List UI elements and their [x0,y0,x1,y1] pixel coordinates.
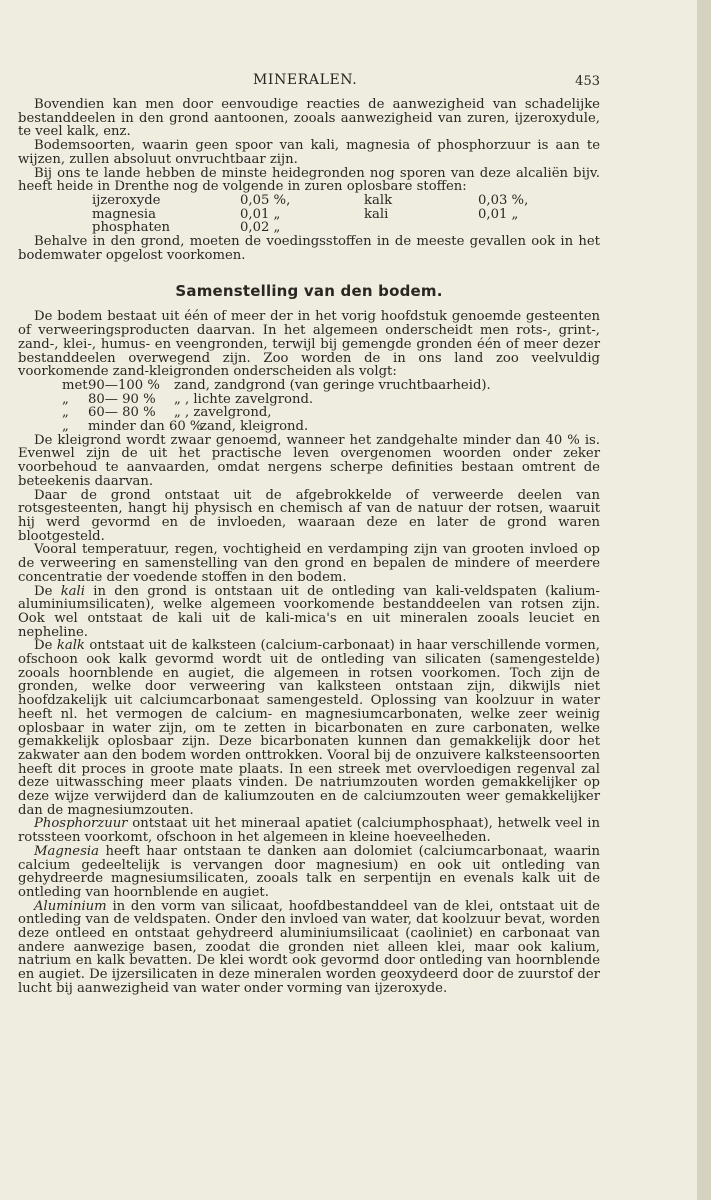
paragraph [18,845,600,900]
list-range: 80— 90 % [88,391,156,407]
paragraph-body: ontstaat uit het mineraal apatiet (calciumphosphaat), hetwelk veel in rotssteen voorkomt, ofschoon in het algemeen in kleine hoeveelheden. [18,816,600,846]
list-item [62,420,600,434]
table-cell: 0,01 „ [240,206,281,222]
paragraph-body: in den vorm van silicaat, hoofdbestanddeel van de klei, ontstaat uit de ontleding van de veldspaten. Onder den invloed van water, dat koolzuur bevat, worden deze ontleed en ontstaat gehydreerd aluminiumsilicaat (caoliniet) en carbonaat van andere aanwezige basen, zoodat die gronden niet alleen klei, maar ook kalium, natrium en kalk bevatten. De klei wordt ook gevormd door ontleding van hoornblende en augiet. De ijzersilicaten in deze mineralen worden geoxydeerd door de zuurstof der lucht bij aanwezigheid van water onder vorming van ijzeroxyde. [18,898,600,996]
paragraph: Bodemsoorten, waarin geen spoor van kali, magnesia of phosphorzuur is aan te wijzen, zullen absoluut onvruchtbaar zijn. [18,138,600,167]
page-content [18,72,600,996]
table-cell [478,221,528,235]
list-item [62,393,600,407]
table-cell: phosphaten [92,220,171,236]
table-cell [364,221,478,235]
page-header [18,72,600,98]
mineral-table [92,194,528,235]
list-desc: zand, kleigrond. [200,419,309,435]
soil-class-list [18,379,600,434]
paragraph-lead: De [34,583,61,599]
paragraph [18,900,600,996]
table-row [92,208,528,222]
table-cell: ijzeroxyde [92,192,161,208]
paragraph-term: Aluminium [34,898,107,914]
paragraph-term: Phosphorzuur [34,816,128,832]
paragraph: Bovendien kan men door eenvoudige reacties de aanwezigheid van schadelijke bestanddeelen in den grond aantoonen, zooals aanwezigheid van zuren, ijzeroxydule, te veel kalk, enz. [18,97,600,140]
table-cell: magnesia [92,206,156,222]
list-range: minder dan 60 % [88,419,203,435]
table-cell: 0,02 „ [240,220,281,236]
list-desc: „ , lichte zavelgrond. [174,391,314,407]
table-cell: 0,03 %, [478,192,529,208]
paragraph: Bij ons te lande hebben de minste heidegronden nog sporen van deze alcaliën bijv. heeft heide in Drenthe nog de volgende in zuren oplosbare stoffen: [18,165,600,195]
table-row [92,221,528,235]
paragraph [18,585,600,640]
paragraph-term: kali [60,583,85,599]
list-prefix: met [62,377,88,393]
paragraph: De bodem bestaat uit één of meer der in het vorig hoofdstuk genoemde gesteenten of verweeringsproducten daarvan. In het algemeen onderscheidt men rots-, grint-, zand-, klei-, humus- en veengronden, terwijl bij gemengde gronden één of meer dezer bestanddeelen overwegend zijn. Zoo worden de in ons land zoo veelvuldig voorkomende zand-kleigronden onderscheiden als volgt: [18,309,600,380]
paragraph-term: kalk [56,638,85,654]
table-cell: kali [364,206,389,222]
paragraph: Daar de grond ontstaat uit de afgebrokkelde of verweerde deelen van rotsgesteenten, hangt hij physisch en chemisch af van de natuur der rotsen, waaruit hij werd gevormd en de invloeden, waaraan deze en later de grond waren blootgesteld. [18,487,600,544]
paragraph: De kleigrond wordt zwaar genoemd, wanneer het zandgehalte minder dan 40 % is. Evenwel zijn de uit het practische leven overgenomen woorden onder zeker voorbehoud te aanvaarden, omdat nergens scherpe definities bestaan omtrent de beteekenis daarvan. [18,432,600,489]
list-prefix: „ [62,419,69,435]
table-cell: 0,05 %, [240,192,291,208]
page-edge [697,0,711,1200]
paragraph [18,639,600,817]
paragraph: Vooral temperatuur, regen, vochtigheid en verdamping zijn van grooten invloed op de verweering en samenstelling van den grond en bepalen de mindere of meerdere concentratie der voedende stoffen in den bodem. [18,542,600,585]
list-range: 90—100 % [88,377,160,393]
list-range: 60— 80 % [88,405,156,421]
paragraph [18,817,600,844]
table-cell: kalk [364,192,393,208]
paragraph: Behalve in den grond, moeten de voedingsstoffen in de meeste gevallen ook in het bodemwater opgelost voorkomen. [18,234,600,263]
list-item [62,379,600,393]
paragraph-body: in den grond is ontstaan uit de ontleding van kali-veldspaten (kalium-aluminiumsilicaten), welke algemeen voorkomende bestanddeelen van rotsen zijn. Ook wel ontstaat de kali uit de kali-mica's en uit mineralen zooals leuciet en nepheline. [18,583,600,640]
paragraph-body: ontstaat uit de kalksteen (calcium-carbonaat) in haar verschillende vormen, ofschoon ook kalk gevormd wordt uit de ontleding van silicaten (samengestelde) zooals hoornblende en augiet, die algemeen in rotsen voorkomen. Toch zijn de gronden, welke door verweering van kalksteen ontstaan zijn, dikwijls niet hoofdzakelijk uit calciumcarbonaat samengesteld. Oplossing van koolzuur in water heeft nl. het vermogen de calcium- en magnesiumcarbonaten, welke zeer weinig oplosbaar in water zijn, om te zetten in bicarbonaten en zure carbonaten, welke gemakkelijk oplosbaar zijn. Deze bicarbonaten kunnen dan gemakkelijk door het zakwater aan den bodem worden onttrokken. Vooral bij de onzuivere kalksteensoorten heeft dit proces in groote mate plaats. In een streek met overvloedigen regenval zal deze uitwassching meer plaats vinden. De natriumzouten worden gemakkelijker op deze wijze verwijderd dan de kaliumzouten en de calciumzouten weer gemakkelijker dan de magnesiumzouten. [18,638,600,818]
section-heading: Samenstelling van den bodem. [175,282,443,301]
list-desc: „ , zavelgrond, [174,405,272,421]
paragraph-term: Magnesia [34,843,99,859]
running-title: MINERALEN. [253,72,358,88]
paragraph-lead: De [34,638,57,654]
table-cell: 0,01 „ [478,206,519,222]
list-item [62,406,600,420]
list-desc: zand, zandgrond (van geringe vruchtbaarheid). [174,377,491,393]
table-row [92,194,528,208]
list-prefix: „ [62,391,69,407]
list-prefix: „ [62,405,69,421]
page-number: 453 [575,74,600,89]
paragraph-body: heeft haar ontstaan te danken aan dolomiet (calciumcarbonaat, waarin calcium gedeeltelijk is vervangen door magnesium) en ook uit ontleding van gehydreerde magnesiumsilicaten, zooals talk en serpentijn en evenals kalk uit de ontleding van hoornblende en augiet. [18,843,600,900]
